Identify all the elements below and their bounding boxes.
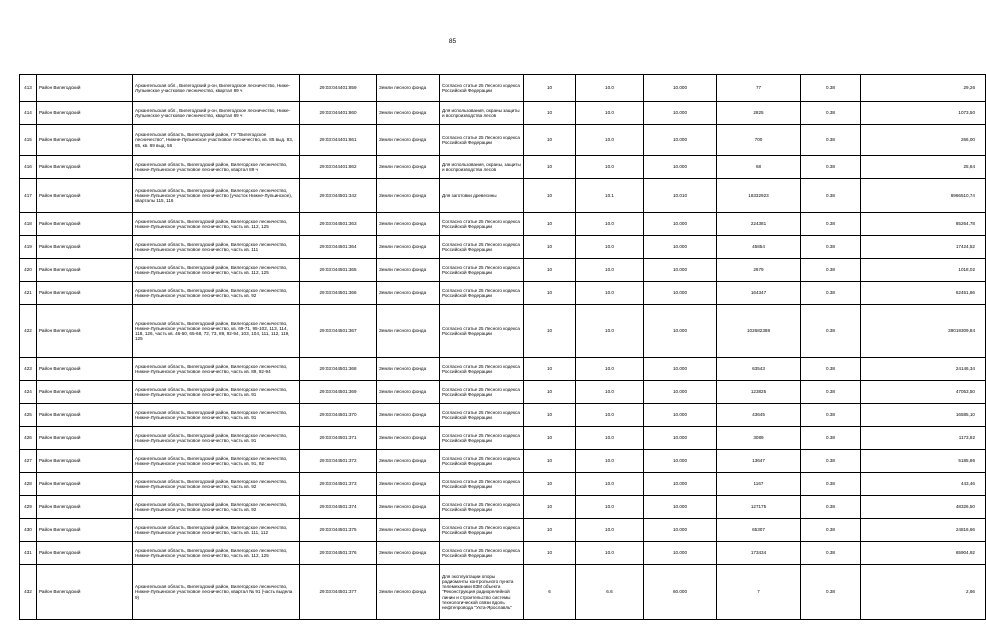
- value-cell: 10: [524, 519, 576, 542]
- rate-cell: 0.38: [801, 404, 861, 427]
- value-cell: 10.000: [644, 282, 717, 305]
- district-cell: Район Вилегодский: [37, 473, 133, 496]
- cadastral-value-cell: 24146,34: [861, 358, 986, 381]
- value-cell: 10.0: [576, 236, 644, 259]
- row-number: 426: [20, 427, 37, 450]
- value-cell: 10: [524, 358, 576, 381]
- value-cell: 10.000: [644, 381, 717, 404]
- cadastral-number-cell: 29:03:044501:376: [300, 542, 377, 565]
- table-row: [20, 381, 986, 404]
- permitted-use-cell: Согласно статье 25 Лесного кодекса Российской Федерации: [440, 427, 524, 450]
- value-cell: 10.0: [576, 102, 644, 125]
- land-category-cell: Земли лесного фонда: [377, 179, 440, 213]
- value-cell: 10.0: [576, 519, 644, 542]
- area-cell: 3089: [717, 427, 801, 450]
- location-cell: Архангельская область, Вилегодский район, ГУ "Вилегодское лесничество", Нижне-Лупьинское участковое лесничество, кв. 85 выд. 83, 85, кв. 89 выд. 56: [133, 125, 300, 156]
- land-category-cell: Земли лесного фонда: [377, 358, 440, 381]
- cadastral-number-cell: 29:03:044401:860: [300, 102, 377, 125]
- value-cell: 10.1: [576, 179, 644, 213]
- location-cell: Архангельская область, Вилегодский район, Вилегодское лесничество, Нижне-Лупьинское участковое лесничество, часть кв. 92: [133, 282, 300, 305]
- row-number: 430: [20, 519, 37, 542]
- value-cell: 10.0: [576, 473, 644, 496]
- rate-cell: 0.38: [801, 519, 861, 542]
- location-cell: Архангельская область, Вилегодский район, Вилегодское лесничество, Нижне-Лупьинское участковое лесничество, часть кв. 92: [133, 473, 300, 496]
- cadastral-number-cell: 29:03:044501:368: [300, 358, 377, 381]
- rate-cell: 0.38: [801, 156, 861, 179]
- value-cell: 10.000: [644, 450, 717, 473]
- value-cell: 10.0: [576, 404, 644, 427]
- cadastral-value-cell: 1018,02: [861, 259, 986, 282]
- cadastral-number-cell: 29:03:044501:363: [300, 213, 377, 236]
- area-cell: 68: [717, 156, 801, 179]
- location-cell: Архангельская область, Вилегодский район, Вилегодское лесничество, Нижне-Лупьинское участковое лесничество, часть кв. 111, 112: [133, 519, 300, 542]
- area-cell: 173434: [717, 542, 801, 565]
- rate-cell: 0.38: [801, 75, 861, 102]
- row-number: 416: [20, 156, 37, 179]
- table-row: [20, 75, 986, 102]
- area-cell: 2679: [717, 259, 801, 282]
- permitted-use-cell: Согласно статье 25 Лесного кодекса Российской Федерации: [440, 358, 524, 381]
- district-cell: Район Вилегодский: [37, 381, 133, 404]
- cadastral-value-cell: 25,84: [861, 156, 986, 179]
- value-cell: 10: [524, 542, 576, 565]
- value-cell: 10.000: [644, 236, 717, 259]
- permitted-use-cell: Согласно статье 25 Лесного кодекса Российской Федерации: [440, 305, 524, 358]
- permitted-use-cell: Согласно статье 25 Лесного кодекса Российской Федерации: [440, 236, 524, 259]
- value-cell: 10: [524, 282, 576, 305]
- district-cell: Район Вилегодский: [37, 519, 133, 542]
- permitted-use-cell: Согласно статье 25 Лесного кодекса Российской Федерации: [440, 519, 524, 542]
- table-row: [20, 102, 986, 125]
- area-cell: 1167: [717, 473, 801, 496]
- value-cell: 10.0: [576, 125, 644, 156]
- cadastral-value-cell: 29,26: [861, 75, 986, 102]
- land-category-cell: Земли лесного фонда: [377, 125, 440, 156]
- permitted-use-cell: Согласно статье 25 Лесного кодекса Российской Федерации: [440, 473, 524, 496]
- value-cell: 10.0: [576, 427, 644, 450]
- table-row: [20, 305, 986, 358]
- row-number: 427: [20, 450, 37, 473]
- cadastral-value-cell: 47053,50: [861, 381, 986, 404]
- cadastral-value-cell: 5185,86: [861, 450, 986, 473]
- district-cell: Район Вилегодский: [37, 305, 133, 358]
- cadastral-value-cell: 443,46: [861, 473, 986, 496]
- district-cell: Район Вилегодский: [37, 450, 133, 473]
- rate-cell: 0.38: [801, 496, 861, 519]
- location-cell: Архангельская область, Вилегодский район, Вилегодское лесничество, Нижне-Лупьинское участковое лесничество, квартал 89 ч: [133, 156, 300, 179]
- location-cell: Архангельская область, Вилегодский район, Вилегодское лесничество, Нижне-Лупьинское участковое лесничество, кв. 69-71, 95-102, 113, 114, 118, 126, часть кв. 46-50, 65-68, 72, 73, 89, 92-94, 103, 104, 111, 112, 119, 125: [133, 305, 300, 358]
- land-category-cell: Земли лесного фонда: [377, 404, 440, 427]
- value-cell: 10.000: [644, 496, 717, 519]
- row-number: 424: [20, 381, 37, 404]
- permitted-use-cell: Для заготовки древесины: [440, 179, 524, 213]
- location-cell: Архангельская область, Вилегодский район, Вилегодское лесничество, Нижне-Лупьинское участковое лесничество, часть кв. 112, 125: [133, 542, 300, 565]
- land-category-cell: Земли лесного фонда: [377, 213, 440, 236]
- value-cell: 10.000: [644, 305, 717, 358]
- cadastral-number-cell: 29:03:044401:862: [300, 156, 377, 179]
- table-row: [20, 473, 986, 496]
- permitted-use-cell: Согласно статье 25 Лесного кодекса Российской Федерации: [440, 75, 524, 102]
- row-number: 418: [20, 213, 37, 236]
- cadastral-value-cell: 39019309,84: [861, 305, 986, 358]
- rate-cell: 0.38: [801, 305, 861, 358]
- row-number: 423: [20, 358, 37, 381]
- value-cell: 10: [524, 213, 576, 236]
- location-cell: Архангельская область, Вилегодский район, Вилегодское лесничество, Нижне-Лупьинское участковое лесничество, часть кв. 91: [133, 404, 300, 427]
- value-cell: 10.000: [644, 213, 717, 236]
- land-category-cell: Земли лесного фонда: [377, 75, 440, 102]
- permitted-use-cell: Для использования, охраны, защиты и воспроизводства лесов: [440, 156, 524, 179]
- area-cell: 43645: [717, 404, 801, 427]
- location-cell: Архангельская область, Вилегодский район, Вилегодское лесничество, Нижне-Лупьинское участковое лесничество, часть кв. 91: [133, 427, 300, 450]
- permitted-use-cell: Согласно статье 25 Лесного кодекса Российской Федерации: [440, 381, 524, 404]
- cadastral-number-cell: 29:03:044401:859: [300, 75, 377, 102]
- permitted-use-cell: Согласно статье 25 Лесного кодекса Российской Федерации: [440, 450, 524, 473]
- value-cell: 10: [524, 179, 576, 213]
- location-cell: Архангельская область, Вилегодский район, Вилегодское лесничество, Нижне-Лупьинское участковое лесничество, часть кв. 92: [133, 496, 300, 519]
- area-cell: 45854: [717, 236, 801, 259]
- value-cell: 10: [524, 427, 576, 450]
- value-cell: 10.0: [576, 75, 644, 102]
- value-cell: 10: [524, 305, 576, 358]
- district-cell: Район Вилегодский: [37, 102, 133, 125]
- rate-cell: 0.38: [801, 213, 861, 236]
- location-cell: Архангельская область, Вилегодский район, Вилегодское лесничество, Нижне-Лупьинское участковое лесничество, часть кв. 89, 92-94: [133, 358, 300, 381]
- district-cell: Район Вилегодский: [37, 259, 133, 282]
- value-cell: 10.000: [644, 358, 717, 381]
- value-cell: 10: [524, 156, 576, 179]
- cadastral-value-cell: 85264,78: [861, 213, 986, 236]
- area-cell: 63543: [717, 358, 801, 381]
- area-cell: 164347: [717, 282, 801, 305]
- cadastral-value-cell: 48326,50: [861, 496, 986, 519]
- land-category-cell: Земли лесного фонда: [377, 156, 440, 179]
- location-cell: Архангельская область, Вилегодский район, Вилегодское лесничество, Нижне-Лупьинское участковое лесничество, часть кв. 111: [133, 236, 300, 259]
- land-category-cell: Земли лесного фонда: [377, 565, 440, 620]
- row-number: 425: [20, 404, 37, 427]
- value-cell: 10.0: [576, 381, 644, 404]
- cadastral-number-cell: 29:03:044501:370: [300, 404, 377, 427]
- row-number: 428: [20, 473, 37, 496]
- permitted-use-cell: Согласно статье 25 Лесного кодекса Российской Федерации: [440, 282, 524, 305]
- cadastral-number-cell: 29:03:044501:374: [300, 496, 377, 519]
- value-cell: 10.000: [644, 102, 717, 125]
- rate-cell: 0.38: [801, 125, 861, 156]
- district-cell: Район Вилегодский: [37, 427, 133, 450]
- location-cell: Архангельская область, Вилегодский район, Вилегодское лесничество, Нижне-Лупьинское участковое лесничество, часть кв. 112, 125: [133, 259, 300, 282]
- value-cell: 10.0: [576, 358, 644, 381]
- area-cell: 700: [717, 125, 801, 156]
- value-cell: 10: [524, 473, 576, 496]
- area-cell: 18332923: [717, 179, 801, 213]
- rate-cell: 0.38: [801, 259, 861, 282]
- table-row: [20, 213, 986, 236]
- row-number: 414: [20, 102, 37, 125]
- row-number: 417: [20, 179, 37, 213]
- value-cell: 6.6: [576, 565, 644, 620]
- location-cell: Архангельская обл., Вилегодский р-он, Вилегодское лесничество, Ниже-Лупьинское участковое лесничество, квартал 89 ч: [133, 75, 300, 102]
- table-row: [20, 542, 986, 565]
- cadastral-number-cell: 29:03:044501:373: [300, 473, 377, 496]
- land-category-cell: Земли лесного фонда: [377, 305, 440, 358]
- location-cell: Архангельская область, Вилегодский район, Вилегодское лесничество, Нижне-Лупьинское участковое лесничество, часть кв. 91, 92: [133, 450, 300, 473]
- permitted-use-cell: Согласно статье 25 Лесного кодекса Российской Федерации: [440, 496, 524, 519]
- rate-cell: 0.38: [801, 282, 861, 305]
- value-cell: 10: [524, 381, 576, 404]
- value-cell: 10.0: [576, 282, 644, 305]
- table-row: [20, 427, 986, 450]
- value-cell: 10: [524, 102, 576, 125]
- value-cell: 10.000: [644, 404, 717, 427]
- area-cell: 2825: [717, 102, 801, 125]
- value-cell: 6: [524, 565, 576, 620]
- land-plots-table: [19, 74, 986, 620]
- value-cell: 10.000: [644, 156, 717, 179]
- cadastral-value-cell: 17424,52: [861, 236, 986, 259]
- row-number: 429: [20, 496, 37, 519]
- area-cell: 7: [717, 565, 801, 620]
- cadastral-number-cell: 29:03:044501:372: [300, 450, 377, 473]
- district-cell: Район Вилегодский: [37, 404, 133, 427]
- table-row: [20, 259, 986, 282]
- permitted-use-cell: Согласно статье 25 Лесного кодекса Российской Федерации: [440, 542, 524, 565]
- rate-cell: 0.38: [801, 450, 861, 473]
- value-cell: 10.0: [576, 259, 644, 282]
- table-row: [20, 125, 986, 156]
- row-number: 431: [20, 542, 37, 565]
- land-category-cell: Земли лесного фонда: [377, 450, 440, 473]
- district-cell: Район Вилегодский: [37, 156, 133, 179]
- permitted-use-cell: Для эксплуатации опоры радиомачты контрольного пункта телемеханики 83М объекта "Реконструкция радиорелейной линии и строительство системы технологической связи вдоль нефтепровода "Ухта-Ярославль": [440, 565, 524, 620]
- cadastral-value-cell: 6966510,74: [861, 179, 986, 213]
- rate-cell: 0.38: [801, 473, 861, 496]
- cadastral-number-cell: 29:03:044501:371: [300, 427, 377, 450]
- value-cell: 10.0: [576, 213, 644, 236]
- value-cell: 10: [524, 404, 576, 427]
- value-cell: 10.000: [644, 427, 717, 450]
- row-number: 422: [20, 305, 37, 358]
- value-cell: 10.000: [644, 125, 717, 156]
- cadastral-value-cell: 24816,66: [861, 519, 986, 542]
- district-cell: Район Вилегодский: [37, 565, 133, 620]
- cadastral-value-cell: 2,66: [861, 565, 986, 620]
- location-cell: Архангельская область, Вилегодский район, Вилегодское лесничество, Нижне-Лупьинское участковое лесничество (участок Нижне-Лупьинское), кварталы 115, 116: [133, 179, 300, 213]
- location-cell: Архангельская обл., Вилегодский р-он, Вилегодское лесничество, Ниже-Лупьинское участковое лесничество, квартал 89 ч: [133, 102, 300, 125]
- table-row: [20, 236, 986, 259]
- table-row: [20, 496, 986, 519]
- value-cell: 10.0: [576, 305, 644, 358]
- location-cell: Архангельская область, Вилегодский район, Вилегодское лесничество, Нижне-Лупьинское участковое лесничество, часть кв. 112, 125: [133, 213, 300, 236]
- row-number: 413: [20, 75, 37, 102]
- land-category-cell: Земли лесного фонда: [377, 427, 440, 450]
- value-cell: 10.000: [644, 75, 717, 102]
- table-row: [20, 358, 986, 381]
- cadastral-value-cell: 65904,92: [861, 542, 986, 565]
- area-cell: 65307: [717, 519, 801, 542]
- table-row: [20, 156, 986, 179]
- cadastral-number-cell: 29:03:044501:342: [300, 179, 377, 213]
- land-category-cell: Земли лесного фонда: [377, 542, 440, 565]
- cadastral-value-cell: 62451,86: [861, 282, 986, 305]
- value-cell: 10.0: [576, 156, 644, 179]
- area-cell: 123825: [717, 381, 801, 404]
- district-cell: Район Вилегодский: [37, 236, 133, 259]
- area-cell: 77: [717, 75, 801, 102]
- cadastral-value-cell: 1073,50: [861, 102, 986, 125]
- value-cell: 10.0: [576, 450, 644, 473]
- table-row: [20, 404, 986, 427]
- location-cell: Архангельская область, Вилегодский район, Вилегодское лесничество, Нижне-Лупьинское участковое лесничество, квартал № 91 (часть выдела 9): [133, 565, 300, 620]
- area-cell: 13647: [717, 450, 801, 473]
- value-cell: 10: [524, 450, 576, 473]
- district-cell: Район Вилегодский: [37, 75, 133, 102]
- land-category-cell: Земли лесного фонда: [377, 102, 440, 125]
- rate-cell: 0.38: [801, 427, 861, 450]
- district-cell: Район Вилегодский: [37, 358, 133, 381]
- rate-cell: 0.38: [801, 102, 861, 125]
- cadastral-number-cell: 29:03:044501:366: [300, 282, 377, 305]
- value-cell: 10: [524, 125, 576, 156]
- page-number: 85: [448, 38, 457, 45]
- table-row: [20, 282, 986, 305]
- district-cell: Район Вилегодский: [37, 179, 133, 213]
- cadastral-number-cell: 29:03:044501:364: [300, 236, 377, 259]
- permitted-use-cell: Согласно статье 25 Лесного кодекса Российской Федерации: [440, 213, 524, 236]
- permitted-use-cell: Согласно статье 25 Лесного кодекса Российской Федерации: [440, 259, 524, 282]
- rate-cell: 0.38: [801, 236, 861, 259]
- land-category-cell: Земли лесного фонда: [377, 282, 440, 305]
- cadastral-number-cell: 29:03:044401:861: [300, 125, 377, 156]
- land-category-cell: Земли лесного фонда: [377, 236, 440, 259]
- cadastral-value-cell: 1173,82: [861, 427, 986, 450]
- permitted-use-cell: Согласно статье 25 Лесного кодекса Российской Федерации: [440, 125, 524, 156]
- row-number: 421: [20, 282, 37, 305]
- rate-cell: 0.38: [801, 542, 861, 565]
- area-cell: 224381: [717, 213, 801, 236]
- land-category-cell: Земли лесного фонда: [377, 381, 440, 404]
- table-row: [20, 565, 986, 620]
- rate-cell: 0.38: [801, 358, 861, 381]
- value-cell: 10.0: [576, 542, 644, 565]
- permitted-use-cell: Для использования, охраны защиты и воспроизводства лесов: [440, 102, 524, 125]
- land-category-cell: Земли лесного фонда: [377, 519, 440, 542]
- row-number: 432: [20, 565, 37, 620]
- row-number: 420: [20, 259, 37, 282]
- cadastral-value-cell: 16585,10: [861, 404, 986, 427]
- value-cell: 10: [524, 496, 576, 519]
- land-category-cell: Земли лесного фонда: [377, 259, 440, 282]
- value-cell: 10: [524, 259, 576, 282]
- value-cell: 10.0: [576, 496, 644, 519]
- value-cell: 60.000: [644, 565, 717, 620]
- table-row: [20, 179, 986, 213]
- cadastral-number-cell: 29:03:044501:375: [300, 519, 377, 542]
- location-cell: Архангельская область, Вилегодский район, Вилегодское лесничество, Нижне-Лупьинское участковое лесничество, часть кв. 91: [133, 381, 300, 404]
- value-cell: 10: [524, 236, 576, 259]
- cadastral-number-cell: 29:03:044501:377: [300, 565, 377, 620]
- district-cell: Район Вилегодский: [37, 282, 133, 305]
- value-cell: 10.000: [644, 259, 717, 282]
- land-category-cell: Земли лесного фонда: [377, 496, 440, 519]
- value-cell: 10.010: [644, 179, 717, 213]
- rate-cell: 0.38: [801, 565, 861, 620]
- value-cell: 10.000: [644, 473, 717, 496]
- rate-cell: 0.38: [801, 179, 861, 213]
- table-row: [20, 519, 986, 542]
- area-cell: 127175: [717, 496, 801, 519]
- district-cell: Район Вилегодский: [37, 496, 133, 519]
- table-row: [20, 450, 986, 473]
- permitted-use-cell: Согласно статье 25 Лесного кодекса Российской Федерации: [440, 404, 524, 427]
- cadastral-number-cell: 29:03:044501:365: [300, 259, 377, 282]
- area-cell: 102682388: [717, 305, 801, 358]
- cadastral-value-cell: 266,00: [861, 125, 986, 156]
- value-cell: 10.000: [644, 542, 717, 565]
- district-cell: Район Вилегодский: [37, 213, 133, 236]
- cadastral-number-cell: 29:03:044501:369: [300, 381, 377, 404]
- value-cell: 10.000: [644, 519, 717, 542]
- district-cell: Район Вилегодский: [37, 542, 133, 565]
- rate-cell: 0.38: [801, 381, 861, 404]
- district-cell: Район Вилегодский: [37, 125, 133, 156]
- row-number: 415: [20, 125, 37, 156]
- value-cell: 10: [524, 75, 576, 102]
- cadastral-number-cell: 29:03:044501:367: [300, 305, 377, 358]
- land-category-cell: Земли лесного фонда: [377, 473, 440, 496]
- row-number: 419: [20, 236, 37, 259]
